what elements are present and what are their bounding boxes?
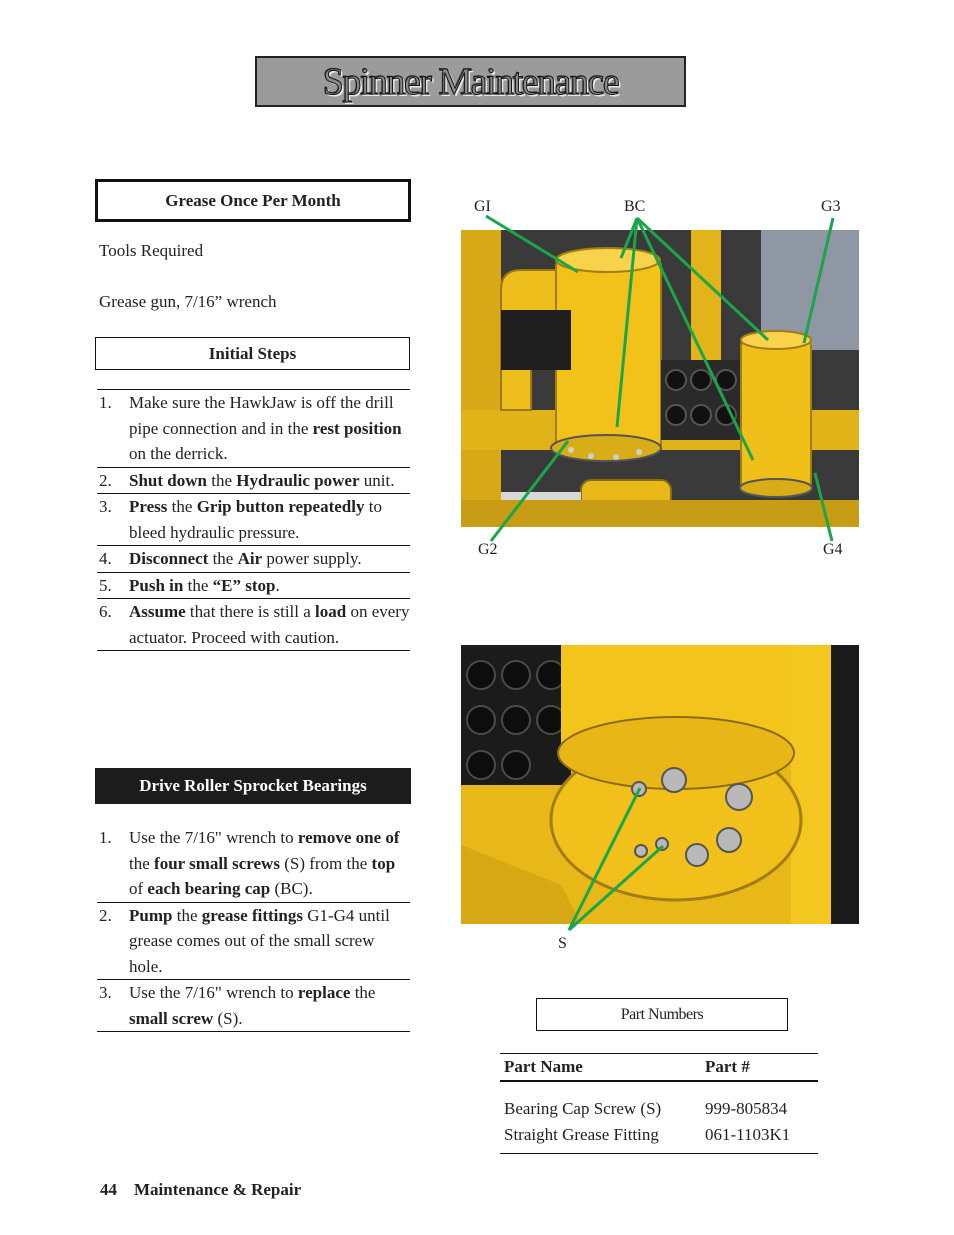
step-text: Shut down the Hydraulic power unit. [129,470,395,490]
step-number: 1. [99,828,112,847]
callout-bc: BC [624,198,646,215]
step-item [97,390,410,468]
callout-g4: G4 [823,541,843,558]
step-number: 2. [99,905,112,925]
drive-roller-heading: Drive Roller Sprocket Bearings [95,768,411,804]
initial-steps-heading: Initial Steps [95,337,410,370]
grease-heading: Grease Once Per Month [95,179,411,222]
step-item [97,825,410,903]
step-number: 5. [99,575,112,595]
step-item [97,903,410,981]
step-item [97,573,410,600]
step-text: Press the Grip button repeatedly to bleed hydraulic pressure. [129,497,382,542]
part-name-cell: Bearing Cap Screw (S) [504,1099,662,1118]
tools-list: Grease gun, 7/16” wrench [99,292,277,311]
step-text: Use the 7/16" wrench to replace the small screw (S). [129,983,376,1028]
spinner-assembly-illustration [461,230,859,527]
step-text: Push in the “E” stop. [129,575,280,595]
column-part-number: Part # [705,1057,750,1076]
page-number: 44 [100,1180,117,1199]
callout-g3: G3 [821,198,841,215]
bearing-cap-illustration [461,645,859,924]
step-number: 2. [99,470,112,490]
parts-table [500,1053,818,1154]
step-item [97,980,410,1032]
step-text: Make sure the HawkJaw is off the drill pipe connection and in the rest position on the derrick. [129,393,402,463]
part-name-cell: Straight Grease Fitting [504,1125,659,1144]
step-item [97,468,410,495]
step-text: Use the 7/16" wrench to remove one of the four small screws (S) from the top of each bearing cap (BC). [129,828,400,898]
part-numbers-heading: Part Numbers [536,998,788,1031]
footer-section: Maintenance & Repair [134,1180,302,1199]
page-title: Spinner Maintenance [322,60,619,103]
table-row [500,1122,818,1148]
callout-gi: GI [474,198,491,215]
callout-g2: G2 [478,541,498,558]
step-text: Pump the grease fittings G1-G4 until grease comes out of the small screw hole. [129,905,390,976]
bearing-cap-photo [461,645,859,924]
page-title-banner [255,56,686,107]
step-number: 3. [99,497,112,516]
page-footer [100,1180,301,1200]
step-number: 4. [99,549,112,568]
callout-s: S [558,935,567,952]
column-part-name: Part Name [504,1057,583,1076]
step-item [97,494,410,546]
part-number-cell: 999-805834 [705,1099,788,1118]
step-item [97,599,410,651]
step-item [97,546,410,573]
parts-table-header [500,1053,818,1082]
part-number-cell: 061-1103K1 [705,1125,791,1144]
spinner-assembly-photo [461,230,859,527]
step-number: 6. [99,602,112,621]
tools-label: Tools Required [99,241,204,260]
parts-table-body [500,1082,818,1154]
step-number: 1. [99,393,112,412]
initial-steps-list [97,389,410,651]
drive-steps-list [97,825,410,1032]
step-text: Disconnect the Air power supply. [129,549,362,568]
step-number: 3. [99,983,112,1002]
table-row [500,1096,818,1122]
step-text: Assume that there is still a load on every actuator. Proceed with caution. [129,602,410,647]
